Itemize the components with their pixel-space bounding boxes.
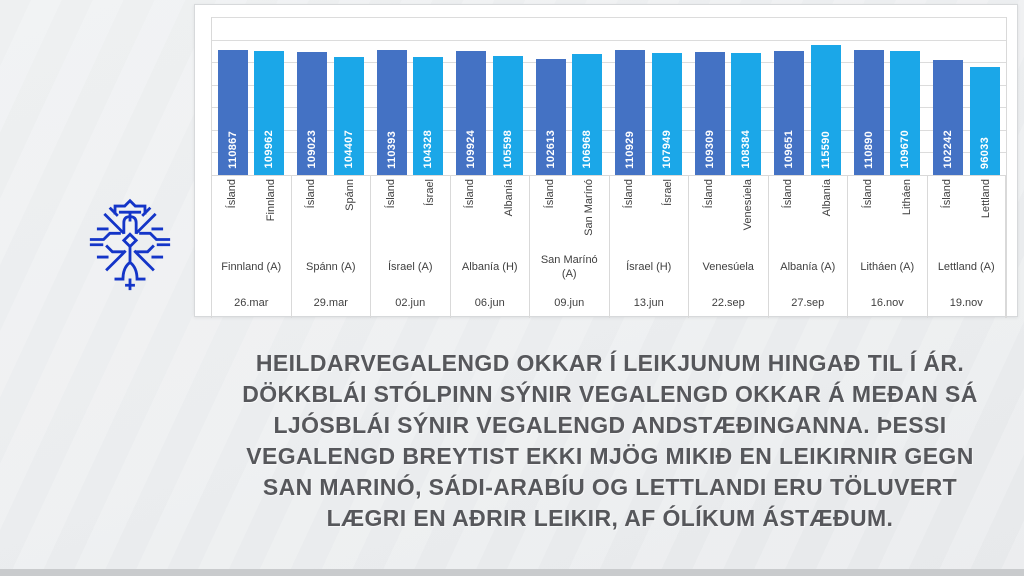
iceland-bar-value: 110393 xyxy=(385,131,398,169)
opponent-bar-label: Albanía xyxy=(503,179,516,217)
iceland-bar xyxy=(377,50,407,175)
bar-pair xyxy=(211,17,291,175)
bar-pair xyxy=(847,17,927,175)
group-category-label: Lettland (A) xyxy=(927,248,1007,288)
bar-name-band xyxy=(450,175,530,248)
chart-group xyxy=(529,17,609,318)
opponent-bar xyxy=(970,67,1000,175)
caption xyxy=(196,348,1024,534)
bar-name-band xyxy=(529,175,609,248)
opponent-bar-value: 105598 xyxy=(501,130,514,169)
opponent-bar-label: Ísrael xyxy=(423,179,436,206)
group-date-label: 22.sep xyxy=(688,288,768,318)
iceland-bar-label: Ísland xyxy=(464,179,477,209)
group-date-label: 02.jun xyxy=(370,288,450,318)
opponent-bar-value: 104328 xyxy=(422,130,434,169)
opponent-bar xyxy=(811,45,841,175)
plot-right-border xyxy=(1006,17,1007,318)
bar-pair xyxy=(768,17,848,175)
group-date-label: 09.jun xyxy=(529,288,609,318)
iceland-bar-value: 110929 xyxy=(624,131,636,169)
caption-line: VEGALENGD BREYTIST EKKI MJÖG MIKIÐ EN LEIKIRNIR GEGN xyxy=(246,443,974,469)
group-date-label: 26.mar xyxy=(211,288,291,318)
opponent-bar-value: 109962 xyxy=(263,130,275,169)
group-category-label: Albanía (A) xyxy=(768,248,848,288)
iceland-bar-label: Ísland xyxy=(623,179,636,209)
iceland-bar-value: 109651 xyxy=(783,130,795,169)
iceland-bar-value: 110890 xyxy=(862,131,875,169)
opponent-bar-value: 115590 xyxy=(819,131,832,169)
opponent-bar xyxy=(572,54,602,175)
group-category-label: Ísrael (H) xyxy=(609,248,689,288)
opponent-bar-label: Litháen xyxy=(900,179,913,216)
crest-strokes xyxy=(91,201,168,289)
group-category-label: Spánn (A) xyxy=(291,248,371,288)
chart-group xyxy=(847,17,927,318)
opponent-bar xyxy=(254,51,284,175)
chart-group xyxy=(768,17,848,318)
opponent-bar-value: 107949 xyxy=(660,130,673,169)
iceland-bar xyxy=(218,50,248,175)
iceland-bar-label: Ísland xyxy=(384,179,397,209)
chart-group xyxy=(291,17,371,318)
iceland-bar-value: 102242 xyxy=(942,130,954,169)
bar-pair xyxy=(529,17,609,175)
opponent-bar-label: San Marínó xyxy=(582,179,595,236)
group-date-label: 27.sep xyxy=(768,288,848,318)
bar-pair xyxy=(450,17,530,175)
bar-name-band xyxy=(291,175,371,248)
caption-line: DÖKKBLÁI STÓLPINN SÝNIR VEGALENGD OKKAR Á MEÐAN SÁ xyxy=(242,381,978,407)
iceland-bar-value: 109924 xyxy=(465,130,477,169)
iceland-bar-label: Ísland xyxy=(861,179,874,209)
iceland-bar xyxy=(933,60,963,175)
iceland-bar-label: Ísland xyxy=(782,179,795,209)
bottom-strip xyxy=(0,569,1024,576)
group-category-label: Albanía (H) xyxy=(450,248,530,288)
iceland-bar xyxy=(854,50,884,175)
chart-group xyxy=(211,17,291,318)
opponent-bar-label: Venesúela xyxy=(741,179,754,231)
bar-name-band xyxy=(847,175,927,248)
bar-name-band xyxy=(927,175,1007,248)
bar-name-band xyxy=(768,175,848,248)
opponent-bar-label: Albanía xyxy=(821,179,834,217)
chart-group xyxy=(688,17,768,318)
opponent-bar xyxy=(413,57,443,175)
group-category-label: Venesúela xyxy=(688,248,768,288)
bar-pair xyxy=(927,17,1007,175)
opponent-bar-value: 108384 xyxy=(740,130,752,169)
iceland-bar xyxy=(456,51,486,175)
bar-groups xyxy=(211,17,1006,318)
opponent-bar xyxy=(334,57,364,175)
opponent-bar xyxy=(731,53,761,175)
bar-name-band xyxy=(370,175,450,248)
group-date-label: 16.nov xyxy=(847,288,927,318)
group-date-label: 06.jun xyxy=(450,288,530,318)
chart-group xyxy=(927,17,1007,318)
iceland-bar-value: 102613 xyxy=(544,130,557,169)
group-date-label: 29.mar xyxy=(291,288,371,318)
group-category-label: Litháen (A) xyxy=(847,248,927,288)
caption-line: SAN MARINÓ, SÁDI-ARABÍU OG LETTLANDI ERU TÖLUVERT xyxy=(262,474,958,500)
bar-pair xyxy=(609,17,689,175)
iceland-bar-label: Ísland xyxy=(305,179,318,209)
group-date-label: 13.jun xyxy=(609,288,689,318)
iceland-bar-label: Ísland xyxy=(543,179,556,209)
bar-pair xyxy=(370,17,450,175)
opponent-bar xyxy=(652,53,682,175)
opponent-bar-value: 106968 xyxy=(581,130,593,169)
iceland-bar xyxy=(615,50,645,175)
opponent-bar-label: Lettland xyxy=(979,179,992,219)
caption-line: LJÓSBLÁI SÝNIR VEGALENGD ANDSTÆÐINGANNA. ÞESSI xyxy=(273,412,947,438)
iceland-bar-value: 110867 xyxy=(226,131,239,169)
bar-name-band xyxy=(609,175,689,248)
caption-line: HEILDARVEGALENGD OKKAR Í LEIKJUNUM HINGAÐ TIL Í ÁR. xyxy=(255,350,965,376)
chart-group xyxy=(370,17,450,318)
group-category-label: Finnland (A) xyxy=(211,248,291,288)
bar-name-band xyxy=(211,175,291,248)
iceland-bar-value: 109023 xyxy=(306,130,318,169)
group-category-label: Ísrael (A) xyxy=(370,248,450,288)
iceland-bar xyxy=(774,51,804,175)
opponent-bar xyxy=(890,51,920,175)
iceland-bar xyxy=(297,52,327,175)
chart-group xyxy=(609,17,689,318)
bar-name-band xyxy=(688,175,768,248)
group-category-label: San Marínó (A) xyxy=(529,248,609,288)
iceland-bar xyxy=(695,52,725,175)
chart-group xyxy=(450,17,530,318)
iceland-bar-label: Ísland xyxy=(225,179,238,209)
iceland-bar xyxy=(536,59,566,175)
iceland-bar-label: Ísland xyxy=(940,179,953,209)
group-date-label: 19.nov xyxy=(927,288,1007,318)
bar-chart xyxy=(211,17,1006,318)
opponent-bar-value: 96033 xyxy=(978,136,991,169)
ksi-crest-logo xyxy=(86,193,174,293)
bar-pair xyxy=(688,17,768,175)
opponent-bar-label: Finnland xyxy=(264,179,277,222)
opponent-bar-value: 104407 xyxy=(342,130,355,169)
iceland-bar-value: 109309 xyxy=(703,130,716,169)
iceland-bar-label: Ísland xyxy=(702,179,715,209)
opponent-bar-label: Spánn xyxy=(344,179,357,211)
caption-line: LÆGRI EN AÐRIR LEIKIR, AF ÓLÍKUM ÁSTÆÐUM. xyxy=(326,505,894,531)
opponent-bar-label: Ísrael xyxy=(662,179,675,206)
opponent-bar xyxy=(493,56,523,175)
bar-pair xyxy=(291,17,371,175)
chart-panel xyxy=(194,4,1018,317)
opponent-bar-value: 109670 xyxy=(899,130,911,169)
